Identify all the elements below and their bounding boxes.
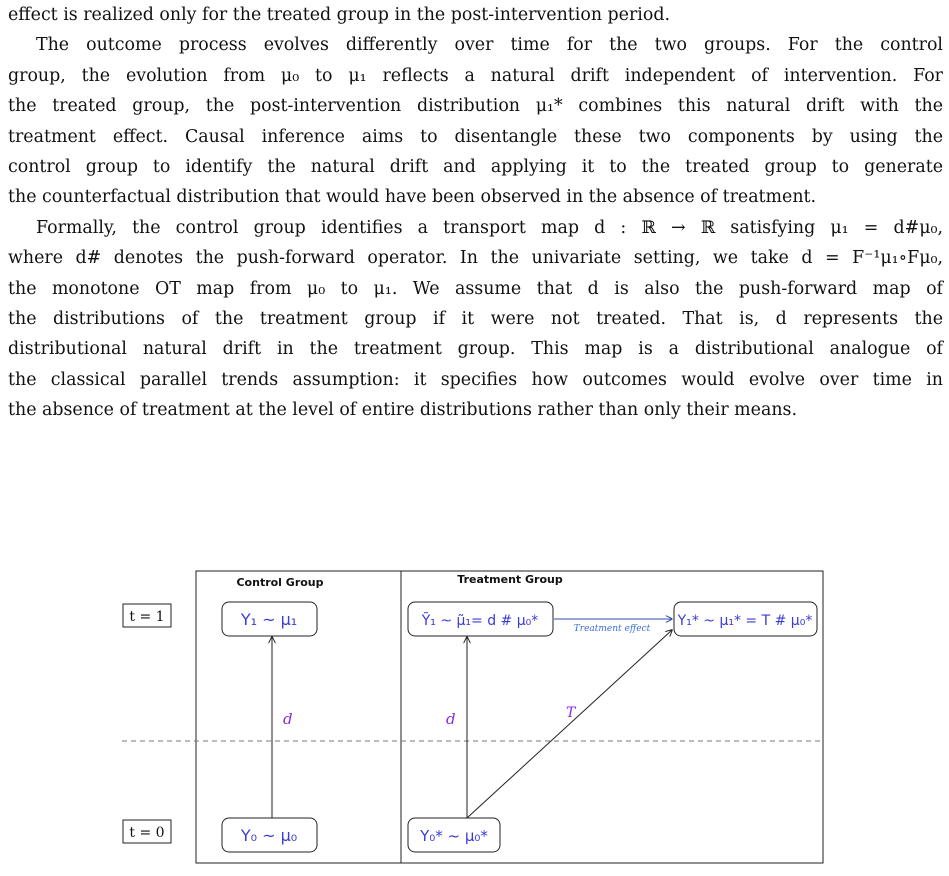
text-line: treatment effect. Causal inference aims to disentangle these two components by using the (8, 126, 943, 147)
text-line: the counterfactual distribution that would have been observed in the absence of treatment. (8, 187, 817, 208)
text-line: the absence of treatment at the level of entire distributions rather than only their means. (8, 400, 797, 421)
t0-label: t = 0 (129, 825, 165, 841)
control-drift-label: d (283, 710, 293, 728)
text-line: where d# denotes the push-forward operator. In the univariate setting, we take d = F⁻¹μ₁∘Fμ₀, (8, 248, 943, 269)
treatment-map-label: T (566, 705, 576, 721)
treatment-group-header: Treatment Group (457, 573, 563, 586)
treatment-drift-label: d (446, 710, 456, 728)
treatment-top-node-label: Y₁* ~ μ₁* = T # μ₀* (677, 613, 813, 629)
treatment-map-arrow (467, 630, 672, 818)
text-line: Formally, the control group identifies a transport map d : ℝ → ℝ satisfying μ₁ = d#μ₀, (36, 217, 943, 238)
text-line: the treated group, the post-intervention distribution μ₁* combines this natural drift with the (8, 96, 943, 117)
treatment-bottom-node-label: Y₀* ~ μ₀* (420, 827, 488, 845)
text-line: group, the evolution from μ₀ to μ₁ reflects a natural drift independent of intervention. For (8, 65, 943, 86)
text-line: control group to identify the natural drift and applying it to the treated group to generate (8, 157, 943, 178)
control-group-header: Control Group (236, 576, 324, 589)
text-line: distributional natural drift in the treatment group. This map is a distributional analogue of (8, 339, 943, 360)
text-line: effect is realized only for the treated group in the post-intervention period. (8, 5, 670, 25)
control-top-node-label: Y₁ ~ μ₁ (240, 610, 298, 629)
text-line: the distributions of the treatment group if it were not treated. That is, d represents the (8, 309, 943, 330)
t1-label: t = 1 (129, 609, 165, 625)
treatment-effect-label: Treatment effect (573, 624, 651, 634)
text-line: the monotone OT map from μ₀ to μ₁. We assume that d is also the push-forward map of (8, 278, 943, 299)
control-bottom-node-label: Y₀ ~ μ₀ (240, 826, 298, 845)
treatment-counterfactual-node-label: Ỹ₁ ~ μ̃₁= d # μ₀* (421, 613, 539, 629)
text-line: The outcome process evolves differently over time for the two groups. For the control (36, 35, 943, 56)
text-line: the classical parallel trends assumption: it specifies how outcomes would evolve over time in (8, 369, 943, 390)
